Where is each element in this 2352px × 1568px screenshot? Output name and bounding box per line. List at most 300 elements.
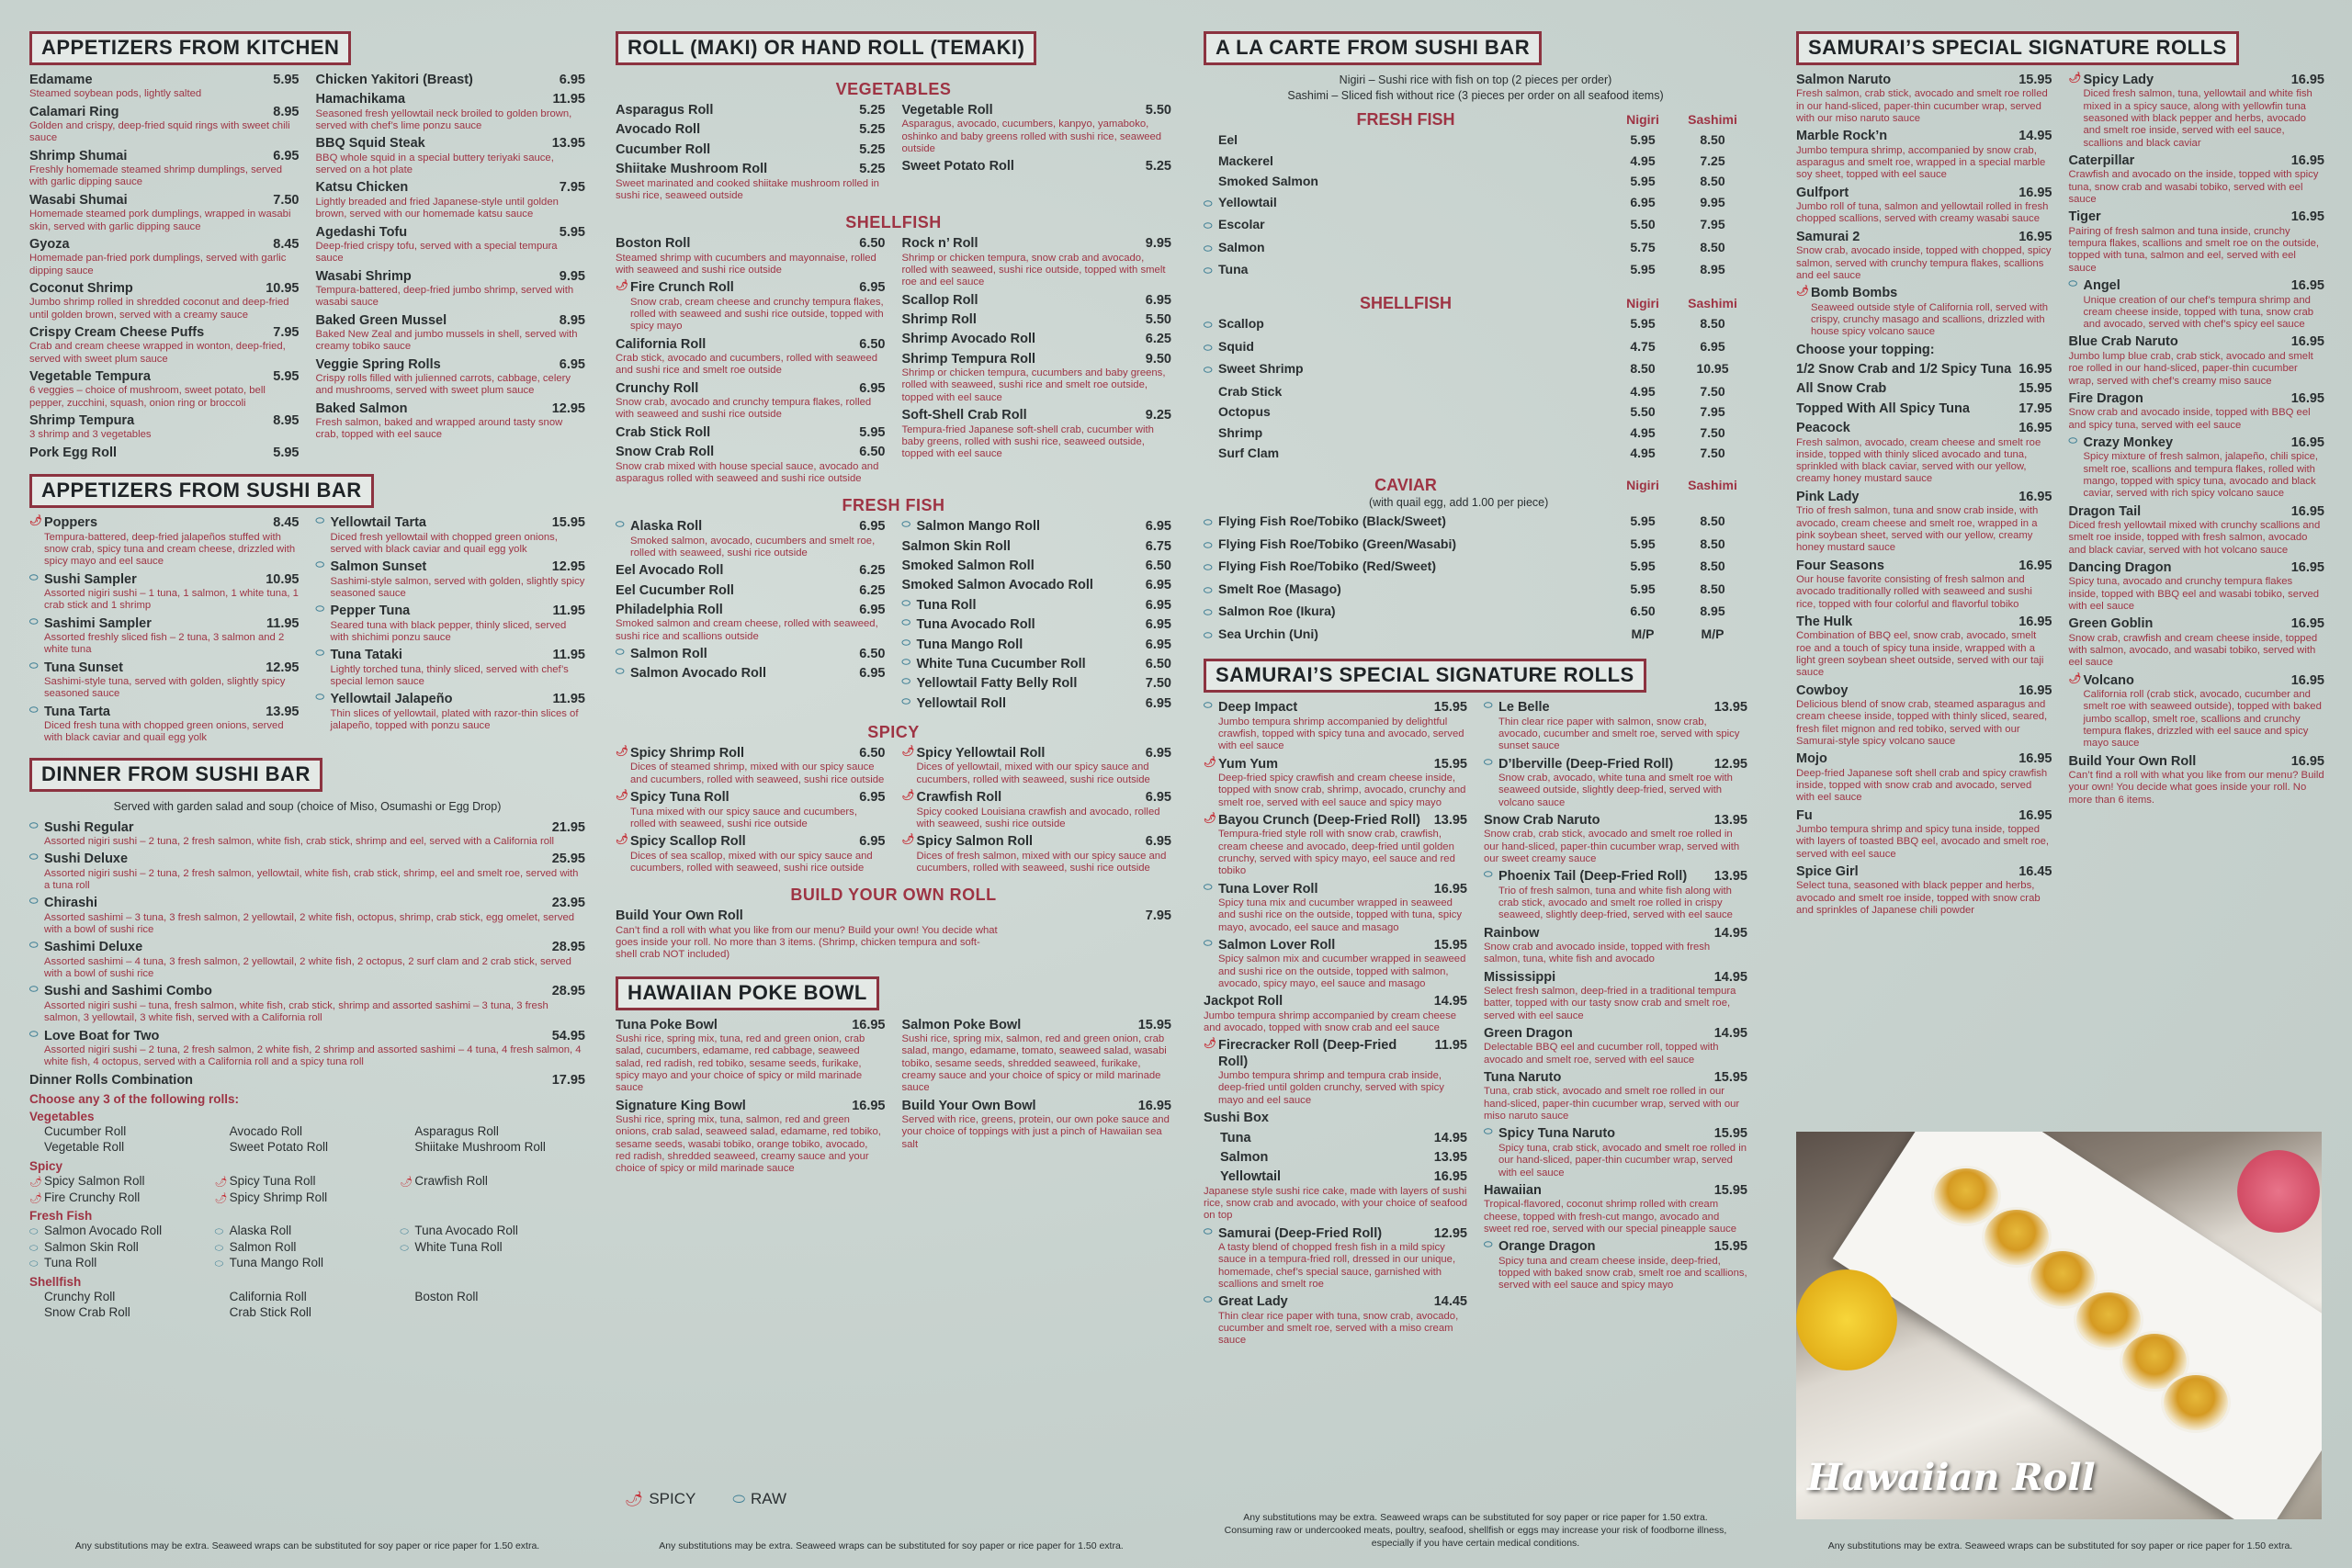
roll-choice-name: Salmon Roll: [229, 1239, 297, 1254]
item-name: Fire Dragon: [2068, 390, 2143, 406]
price-row: [1204, 130, 1747, 151]
legend-spicy-label: SPICY: [649, 1490, 696, 1507]
item-price: 6.95: [1145, 578, 1171, 593]
col-nigiri: Nigiri: [1626, 295, 1659, 310]
item-description: Assorted freshly sliced fish – 2 tuna, 3 salmon and 2 white tuna: [44, 631, 285, 656]
menu-item: [29, 281, 300, 321]
item-name: Gulfport: [1796, 185, 1849, 200]
item-row: [1796, 343, 2052, 358]
col-sashimi: Sashimi: [1688, 477, 1737, 492]
item-description: 3 shrimp and 3 vegetables: [29, 429, 152, 441]
item-name: BBQ Squid Steak: [315, 136, 425, 152]
menu-item: [616, 337, 886, 378]
roll-choice-name: Salmon Avocado Roll: [44, 1224, 163, 1238]
roll-choice: [400, 1304, 585, 1321]
nigiri-price: 5.75: [1630, 239, 1656, 254]
item-name: Choose your topping:: [1796, 342, 1935, 357]
fish-icon: ⬭: [1484, 1126, 1493, 1138]
chili-pepper-icon: 🌶︎: [29, 515, 42, 527]
item-name: Tuna Avocado Roll: [916, 617, 1035, 633]
item-price: 11.95: [552, 648, 585, 663]
menu-item: [1796, 808, 2052, 861]
item-name: Chicken Yakitori (Breast): [315, 73, 473, 87]
item-row: [1204, 1226, 1467, 1242]
price-row: [1204, 237, 1747, 260]
section-title-poke: HAWAIIAN POKE BOWL: [616, 976, 879, 1010]
item-row: [1796, 808, 2052, 824]
menu-item: [29, 369, 300, 410]
price-row: [1204, 381, 1747, 402]
item-row: [29, 281, 300, 297]
fish-icon: ⬭: [29, 896, 39, 908]
item-name: Love Boat for Two: [44, 1028, 160, 1043]
item-row: [316, 313, 586, 329]
item-description: Deep-fried spicy crawfish and cream cheese inside, topped with snow crab, shrimp, avocado, crunchy and smelt roe, served with eel sauce and spicy mayo: [1218, 772, 1466, 808]
fish-icon: ⬭: [29, 852, 39, 863]
col-sashimi: Sashimi: [1688, 295, 1737, 310]
item-row: [616, 103, 886, 118]
menu-item: [902, 408, 1172, 460]
item-description: Deep-fried Japanese soft shell crab and spicy crawfish inside, topped with snow crab and avocado, served with eel sauce: [1796, 767, 2048, 804]
item-description: Our house favorite consisting of fresh salmon and avocado traditionally rolled with seaweed and sushi rice, topped with four colorful and flavorful tobiko: [1796, 573, 2032, 610]
fish-name-text: Salmon Roe (Ikura): [1218, 604, 1336, 619]
item-row: [616, 337, 886, 353]
item-row: [1484, 813, 1747, 829]
nigiri-price: 6.50: [1630, 604, 1656, 619]
chili-pepper-icon: 🌶︎: [2068, 672, 2082, 684]
item-name: Signature King Bowl: [616, 1098, 746, 1113]
item-name: Volcano: [2083, 672, 2134, 688]
item-price: 15.95: [1713, 1070, 1747, 1086]
item-row: [29, 73, 300, 88]
menu-item: [1484, 1070, 1747, 1122]
item-price: 6.95: [1145, 790, 1171, 806]
item-row: [902, 637, 1172, 653]
item-name: Eel Avocado Roll: [616, 563, 724, 579]
item-name: Tiger: [2068, 209, 2101, 225]
item-name: Tuna Lover Roll: [1218, 881, 1318, 897]
item-row: [29, 149, 300, 164]
item-description: Tempura-fried Japanese soft-shell crab, cucumber with baby greens, rolled with sushi rice, seaweed outside, topped with eel sauce: [901, 423, 1154, 460]
signature-rolls-a-left: [1204, 700, 1467, 1351]
item-name: Dragon Tail: [2068, 503, 2142, 519]
item-description: Snow crab, cream cheese and crunchy tempura flakes, rolled with seaweed and sushi rice outside, topped with spicy mayo: [630, 296, 884, 333]
fish-name: [1204, 511, 1608, 534]
rolls-shellfish-title: SHELLFISH: [845, 213, 942, 232]
item-price: 11.95: [552, 692, 585, 707]
item-price: 6.95: [273, 148, 300, 164]
menu-item: [902, 539, 1172, 555]
roll-group-title: Spicy: [29, 1159, 63, 1174]
item-description: Jumbo lump blue crab, crab stick, avocado and smelt roe rolled in our hand-sliced, paper-thin cucumber wrap, served with chef’s creamy miso sauce: [2068, 350, 2313, 387]
sashimi-price: 8.50: [1700, 132, 1725, 148]
item-price: 6.50: [859, 236, 886, 252]
shellfish-title: SHELLFISH: [1359, 293, 1452, 312]
item-price: 6.95: [859, 519, 886, 535]
column-4: [1796, 26, 2324, 920]
item-row: [616, 162, 886, 177]
item-description: Snow crab and avocado inside, topped with BBQ eel and spicy tuna, served with eel sauce: [2068, 407, 2311, 431]
roll-choice: [400, 1239, 585, 1256]
item-name: Agedashi Tofu: [315, 224, 408, 240]
item-row: [29, 369, 300, 385]
item-description: Crawfish and avocado on the inside, topped with spicy tuna, snow crab and wasabi tobiko, served with eel sauce: [2068, 169, 2319, 206]
item-price: 6.95: [1145, 597, 1171, 613]
item-description: Thin slices of yellowtail, plated with razor-thin slices of jalapeño, topped with ponzu sauce: [330, 707, 579, 732]
item-name: Salmon Naruto: [1796, 73, 1892, 87]
item-description: Crab and cream cheese wrapped in wonton, deep-fried, served with sweet plum sauce: [29, 341, 286, 365]
menu-item: [29, 984, 585, 1024]
fish-icon: ⬭: [1484, 1239, 1493, 1251]
fish-name-text: Yellowtail: [1218, 194, 1277, 209]
item-price: 23.95: [551, 896, 585, 911]
item-price: 15.95: [1433, 937, 1467, 953]
menu-item: [902, 746, 1172, 786]
fish-icon: ⬭: [1204, 539, 1213, 551]
section-title-appetizers-sushi: APPETIZERS FROM SUSHI BAR: [29, 474, 374, 508]
item-row: [1484, 1126, 1747, 1142]
item-row: [1204, 1150, 1467, 1166]
menu-item: [29, 660, 300, 701]
item-price: 11.95: [1434, 1038, 1467, 1054]
item-price: 16.95: [2018, 751, 2052, 767]
menu-item: [2069, 560, 2325, 613]
item-price: 6.50: [859, 336, 886, 352]
item-description: Can’t find a roll with what you like from our menu? Build your own! You decide what goes inside your roll. No more than 3 items. (Shrimp, chicken tempura and soft-shell crab NOT included): [616, 924, 998, 961]
rolls-fish-left: [616, 519, 886, 716]
sashimi-price: 8.50: [1700, 513, 1725, 529]
menu-item: [316, 313, 586, 354]
chili-pepper-icon: 🌶︎: [214, 1177, 228, 1189]
price-row: [1204, 601, 1747, 624]
item-price: [2047, 286, 2052, 301]
chili-pepper-icon: 🌶︎: [1204, 1038, 1216, 1050]
fish-icon: ⬭: [901, 617, 910, 629]
item-description: Select tuna, seasoned with black pepper and herbs, avocado and smelt roe inside, topped with snow crab and sprinkles of Japanese chili powder: [1796, 880, 2041, 917]
item-price: 13.95: [1433, 812, 1467, 828]
fish-icon: ⬭: [1204, 700, 1213, 712]
item-description: Jumbo tempura shrimp and tempura crab inside, deep-fried until golden crunchy, served with spicy mayo and eel sauce: [1218, 1070, 1444, 1106]
item-row: [2069, 391, 2325, 407]
roll-choice: [215, 1123, 401, 1140]
item-price: 6.25: [859, 582, 886, 598]
item-price: 15.95: [551, 515, 585, 531]
item-row: [902, 598, 1172, 614]
item-name: Avocado Roll: [616, 122, 701, 138]
menu-item: [29, 705, 300, 745]
menu-item: [1204, 882, 1467, 934]
item-row: [1484, 1239, 1747, 1255]
fish-icon: ⬭: [901, 656, 910, 668]
roll-choice-name: Spicy Shrimp Roll: [229, 1190, 328, 1204]
item-description: Spicy cooked Louisiana crawfish and avocado, rolled with seaweed, sushi rice outside: [916, 806, 1160, 829]
item-row: [1204, 1294, 1467, 1310]
item-description: Spicy tuna, avocado and crunchy tempura flakes inside, topped with BBQ eel and wasabi tobiko, served with eel sauce: [2068, 576, 2320, 613]
price-row: [1204, 579, 1747, 602]
fish-icon: ⬭: [1204, 197, 1213, 209]
item-row: [902, 558, 1172, 574]
item-row: [1796, 186, 2052, 201]
menu-item: [616, 425, 886, 441]
item-description: Assorted nigiri sushi – 2 tuna, 2 fresh salmon, 2 white fish, 2 shrimp and assorted sashimi – 4 tuna, 4 fresh salmon, 4 white fish, 4 octopus, served with a California roll and a spicy tuna roll: [44, 1043, 582, 1068]
item-row: [902, 408, 1172, 423]
menu-item: [1484, 813, 1747, 865]
item-name: Build Your Own Bowl: [901, 1098, 1036, 1113]
sashimi-price: 8.95: [1700, 262, 1725, 277]
item-description: Sushi rice, spring mix, salmon, red and green onion, crab salad, mango, edamame, tomato, seaweed salad, wasabi tobiko, sesame seeds, shredded seaweed, furikake, creamy sauce and your choice of spicy or mild marinade sauce: [901, 1032, 1167, 1094]
item-price: 15.95: [1713, 1239, 1747, 1255]
chili-pepper-icon: 🌶︎: [616, 834, 628, 846]
item-row: [29, 616, 300, 632]
fish-icon: ⬭: [901, 597, 910, 609]
price-row: [1204, 151, 1747, 172]
item-name: Sushi and Sashimi Combo: [44, 984, 212, 999]
item-description: Tempura-fried style roll with snow crab, crawfish, cream cheese and avocado, deep-fried until golden crunchy, served with spicy mayo, eel sauce and red tobiko: [1218, 829, 1455, 877]
legend: [625, 1490, 786, 1508]
item-price: 12.95: [266, 660, 300, 675]
fish-icon: ⬭: [29, 615, 39, 627]
rolls-spicy-title: SPICY: [867, 723, 920, 742]
sashimi-price: 8.50: [1700, 536, 1725, 551]
item-price: 14.95: [1713, 925, 1747, 941]
roll-choice-name: Snow Crab Roll: [44, 1305, 130, 1320]
item-name: Bayou Crunch (Deep-Fried Roll): [1218, 812, 1420, 828]
item-row: [29, 515, 300, 531]
item-name: Baked Green Mussel: [315, 312, 447, 328]
roll-choice: [29, 1123, 215, 1140]
menu-item: [316, 648, 586, 688]
item-description: Assorted nigiri sushi – tuna, fresh salmon, white fish, crab stick, shrimp and assorted sashimi – 3 tuna, 3 fresh salmon, 3 yellowtail, 3 white fish, served with a California roll: [44, 999, 548, 1024]
item-description: Delectable BBQ eel and cucumber roll, topped with avocado and smelt roe, served with eel sauce: [1484, 1042, 1719, 1066]
menu-item: [902, 598, 1172, 614]
chili-pepper-icon: 🌶︎: [616, 790, 628, 802]
menu-item: [29, 820, 585, 849]
item-name: Vegetable Roll: [901, 103, 993, 118]
item-row: [29, 572, 300, 588]
menu-item: [1484, 1239, 1747, 1292]
roll-piece: [2164, 1375, 2228, 1430]
menu-item: [902, 352, 1172, 404]
item-row: [902, 578, 1172, 593]
item-row: [29, 896, 585, 911]
item-name: Pork Egg Roll: [29, 445, 118, 460]
menu-item: [1796, 230, 2052, 282]
sashimi-price: 8.50: [1700, 581, 1725, 596]
item-row: [1204, 994, 1467, 1010]
menu-item: [29, 515, 300, 568]
item-name: Salmon Avocado Roll: [630, 666, 766, 682]
nigiri-price: 8.50: [1630, 361, 1656, 377]
price-row: [1204, 259, 1747, 282]
item-price: 5.95: [559, 224, 585, 240]
sashimi-price: 10.95: [1696, 361, 1729, 377]
item-name: Bomb Bombs: [1811, 286, 1898, 301]
fish-icon: ⬭: [1204, 320, 1213, 332]
roll-choice-name: Vegetable Roll: [44, 1140, 125, 1155]
fish-icon: ⬭: [29, 1226, 39, 1238]
menu-item: [2069, 504, 2325, 557]
fish-name: [1204, 423, 1608, 444]
chili-pepper-icon: 🌶︎: [1796, 286, 1809, 298]
item-row: [29, 984, 585, 999]
item-description: Combination of BBQ eel, snow crab, avocado, smelt roe and a touch of spicy tuna inside, wrapped with a light green soybean sheet outside, served with our taji sauce: [1796, 630, 2044, 679]
item-price: 15.95: [2018, 73, 2052, 87]
item-description: Snow crab, crawfish and cream cheese inside, topped with salmon, avocado, and wasabi tobiko, served with eel sauce: [2068, 632, 2318, 669]
menu-item: [1796, 864, 2052, 917]
item-description: Jumbo shrimp rolled in shredded coconut and deep-fried until golden brown, served with a creamy sauce: [29, 297, 289, 321]
dinner-note: Served with garden salad and soup (choice of Miso, Osumashi or Egg Drop): [113, 799, 502, 813]
item-price: 6.95: [1145, 637, 1171, 652]
item-row: [29, 446, 300, 461]
item-row: [616, 122, 886, 138]
fish-icon: ⬭: [616, 519, 625, 531]
menu-item: [616, 280, 886, 333]
item-description: Steamed soybean pods, lightly salted: [29, 88, 202, 100]
price-row: [1204, 358, 1747, 381]
nigiri-price: 4.95: [1630, 383, 1656, 399]
item-name: D’Iberville (Deep-Fried Roll): [1498, 756, 1674, 772]
fish-name-text: Eel: [1218, 132, 1238, 148]
item-price: 6.50: [1145, 558, 1171, 573]
item-name: Tuna Sunset: [44, 660, 123, 675]
item-name: Fire Crunch Roll: [630, 280, 734, 296]
menu-item: [616, 746, 886, 786]
item-row: [2069, 673, 2325, 689]
menu-item: [1484, 869, 1747, 921]
item-name: Sushi Sampler: [44, 571, 137, 587]
item-price: 28.95: [551, 984, 585, 999]
dinner-choose-note: Choose any 3 of the following rolls:: [29, 1091, 240, 1106]
item-price: 12.95: [551, 559, 585, 575]
fish-name: [1204, 336, 1608, 359]
fish-icon: ⬭: [29, 660, 39, 671]
item-price: 6.95: [1145, 617, 1171, 633]
item-row: [1204, 700, 1467, 716]
item-row: [902, 539, 1172, 555]
item-name: Chirashi: [44, 896, 98, 911]
item-name: Fu: [1796, 807, 1813, 823]
item-row: [902, 834, 1172, 850]
price-row: [1204, 313, 1747, 336]
item-name: Mississippi: [1484, 969, 1556, 985]
nigiri-price: 5.95: [1630, 132, 1656, 148]
menu-item: [1204, 994, 1467, 1034]
menu-item: [1484, 1183, 1747, 1235]
item-name: Shrimp Shumai: [29, 148, 128, 164]
fish-name: [1204, 171, 1608, 192]
a-la-carte-table: [1204, 109, 1747, 646]
item-name: Marble Rock’n: [1796, 129, 1888, 144]
menu-item: [1796, 401, 2052, 417]
menu-item: [29, 237, 300, 277]
item-row: [29, 1029, 585, 1044]
item-description: Fresh salmon, baked and wrapped around tasty snow crab, topped with eel sauce: [315, 417, 563, 441]
item-price: 13.95: [1433, 1149, 1467, 1165]
item-row: [902, 1099, 1172, 1114]
item-price: 6.95: [859, 666, 886, 682]
menu-item: [902, 790, 1172, 830]
menu-item: [2069, 616, 2325, 669]
item-price: [1462, 1111, 1467, 1126]
footer-note-3: [1204, 1511, 1747, 1551]
menu-item: [1204, 1150, 1467, 1166]
item-price: 13.95: [551, 136, 585, 152]
item-name: Soft-Shell Crab Roll: [901, 408, 1027, 423]
sashimi-price: 8.50: [1700, 239, 1725, 254]
item-description: Diced fresh salmon, tuna, yellowtail and white fish mixed in a spicy sauce, along with yellowfin tuna seasoned with black pepper and herbs, avocado and smelt roe inside, served with eel sauce, scallions and black caviar: [2083, 88, 2312, 149]
menu-item: [1484, 1126, 1747, 1179]
item-price: 16.95: [2290, 559, 2324, 575]
roll-choice-name: Salmon Skin Roll: [44, 1239, 139, 1254]
item-row: [616, 519, 886, 535]
fish-icon: ⬭: [2068, 434, 2077, 446]
item-price: 13.95: [1713, 700, 1747, 716]
fish-icon: ⬭: [29, 571, 39, 583]
menu-item: [29, 940, 585, 980]
chili-pepper-icon: 🌶︎: [1204, 756, 1216, 768]
item-row: [316, 180, 586, 196]
fish-icon: ⬭: [1204, 937, 1213, 949]
item-description: Sushi rice, spring mix, tuna, salmon, red and green onions, crab salad, seaweed salad, edamame, red tobiko, sesame seeds, wasabi tobiko, orange tobiko, avocado, red radish, shredded seaweed, creamy sauce and your choice of spicy or mild marinade sauce: [616, 1114, 881, 1175]
item-row: [1796, 381, 2052, 397]
menu-item: [902, 236, 1172, 288]
hawaiian-roll-photo: [1796, 1132, 2322, 1519]
item-description: Smoked salmon and cream cheese, rolled with seaweed, sushi rice and scallions outside: [616, 618, 878, 642]
item-row: [1484, 869, 1747, 885]
fish-name: [1204, 381, 1608, 402]
roll-choice: [29, 1173, 215, 1190]
item-row: [29, 1073, 585, 1089]
menu-item: [1796, 129, 2052, 181]
menu-item: [316, 604, 586, 644]
roll-group-title: Vegetables: [29, 1109, 95, 1123]
fish-name: [1204, 313, 1608, 336]
menu-item: [29, 1029, 585, 1069]
price-row: [1204, 534, 1747, 557]
item-name: Boston Roll: [616, 236, 691, 252]
item-row: [1484, 1026, 1747, 1042]
menu-item: [1204, 1111, 1467, 1126]
item-row: [2069, 73, 2325, 88]
menu-item: [316, 225, 586, 265]
item-row: [616, 603, 886, 618]
item-row: [902, 790, 1172, 806]
item-description: Jumbo tempura shrimp, accompanied by snow crab, asparagus and smelt roe, wrapped in a special marble soy sheet, topped with eel sauce: [1796, 144, 2046, 181]
item-description: Seaweed outside style of California roll, served with crispy, crunchy masago and scallions, drizzled with house spicy volcano sauce: [1811, 301, 2049, 338]
rolls-veg-left: [616, 103, 886, 206]
item-price: 54.95: [551, 1028, 585, 1043]
fish-name-text: Smoked Salmon: [1218, 174, 1318, 189]
item-description: Asparagus, avocado, cucumbers, kanpyo, yamaboko, oshinko and baby greens rolled with sushi rice, seaweed outside: [901, 118, 1162, 155]
item-description: Served with rice, greens, protein, our own poke sauce and your choice of toppings with just a pinch of Hawaiian sea salt: [901, 1114, 1170, 1150]
item-row: [2069, 616, 2325, 632]
item-description: Tuna mixed with our spicy sauce and cucumbers, rolled with seaweed, sushi rice outside: [630, 806, 857, 829]
nigiri-price: 4.75: [1630, 338, 1656, 354]
item-price: 6.95: [859, 380, 886, 396]
item-price: 16.95: [2290, 434, 2324, 450]
roll-piece: [2076, 1292, 2141, 1348]
roll-choice: [29, 1223, 215, 1239]
roll-choice: [400, 1173, 585, 1190]
item-price: 16.95: [2018, 229, 2052, 244]
item-name: Yellowtail Fatty Belly Roll: [916, 676, 1078, 692]
item-description: Trio of fresh salmon, tuna and snow crab inside, with avocado, cream cheese and smelt roe, wrapped in a pink soybean sheet, served with our yellow, creamy honey mustard sauce: [1796, 505, 2039, 554]
fish-icon: ⬭: [1204, 265, 1213, 277]
fish-name-text: Flying Fish Roe/Tobiko (Black/Sweet): [1218, 513, 1446, 529]
item-row: [29, 940, 585, 955]
item-row: [2069, 209, 2325, 225]
footer-substitution: Any substitutions may be extra. Seaweed wraps can be substituted for soy paper or rice paper for 1.50 extra.: [1243, 1512, 1708, 1523]
